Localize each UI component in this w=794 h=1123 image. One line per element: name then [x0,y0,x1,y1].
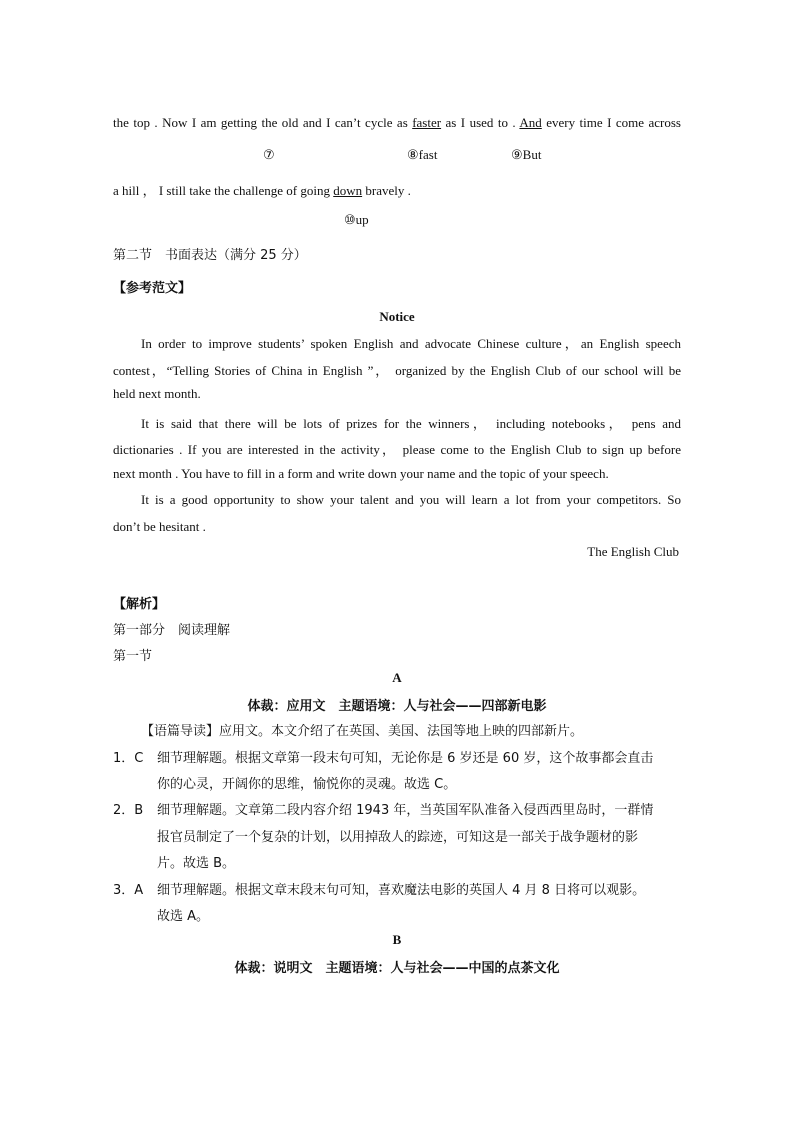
cloze-text: every time I come across [541,115,681,130]
section-heading: 第二节 书面表达（满分 25 分） [113,248,307,263]
part-heading: 第一部分 阅读理解 [113,623,231,638]
notice-paragraph-line: dictionaries . If you are interested in the activity， please come to the English Club to sign up before [113,442,681,457]
cloze-text: as I used to . [441,115,520,130]
notice-paragraph-line: contest，“Telling Stories of China in English ”， organized by the English Club of our school will be [113,363,681,378]
answer-explanation-line: 片。故选 B。 [157,856,236,871]
correction-mark-10: ⑩up [344,212,369,227]
answer-explanation-line: 细节理解题。根据文章第一段末句可知，无论你是 6 岁还是 60 岁，这个故事都会直击 [157,751,654,766]
cloze-text: bravely . [362,183,411,198]
analysis-heading: 【解析】 [113,597,166,612]
cloze-underlined-word: faster [412,115,442,130]
notice-paragraph-line: In order to improve students’ spoken English and advocate Chinese culture，an English speech [141,336,681,351]
answer-number: 1．C [113,751,144,766]
answer-explanation-line: 报官员制定了一个复杂的计划，以用掉敌人的踪迹，可知这是一部关于战争题材的影 [157,830,639,845]
passage-genre-b: 体裁：说明文 主题语境：人与社会——中国的点茶文化 [234,961,560,976]
notice-paragraph-line: It is said that there will be lots of prizes for the winners， including notebooks， pens and [141,416,681,431]
reference-essay-heading: 【参考范文】 [113,281,192,296]
notice-paragraph-line: It is a good opportunity to show your talent and you will learn a lot from your competitors. So [141,492,681,507]
cloze-underlined-word: down [333,183,363,198]
answer-explanation-line: 细节理解题。根据文章末段末句可知，喜欢魔法电影的英国人 4 月 8 日将可以观影。 [157,883,646,898]
answer-explanation-line: 故选 A。 [157,909,210,924]
cloze-line-2 [113,180,411,199]
correction-mark-7: ⑦ [263,147,275,162]
notice-signature: The English Club [587,544,679,559]
answer-explanation-line: 细节理解题。文章第二段内容介绍 1943 年，当英国军队准备入侵西西里岛时，一群情 [157,803,654,818]
cloze-line-1 [113,115,681,131]
correction-mark-8: ⑧fast [407,147,438,162]
section-label: 第一节 [113,649,153,664]
notice-title: Notice [379,309,415,324]
cloze-underlined-word: And [519,115,542,130]
answer-number: 3．A [113,883,144,898]
passage-letter-a: A [392,670,402,685]
notice-paragraph-line: don’t be hesitant . [113,519,206,534]
passage-guide: 【语篇导读】应用文。本文介绍了在英国、美国、法国等地上映的四部新片。 [141,724,584,739]
cloze-text: a hill ， I still take the challenge of going [113,183,334,198]
answer-explanation-line: 你的心灵，开阔你的思维，愉悦你的灵魂。故选 C。 [157,777,457,792]
notice-paragraph-line: next month . You have to fill in a form and write down your name and the topic of your speech. [113,466,609,481]
answer-number: 2．B [113,803,144,818]
notice-paragraph-line: held next month. [113,386,201,401]
passage-letter-b: B [392,932,402,947]
passage-genre-a: 体裁：应用文 主题语境：人与社会——四部新电影 [247,699,547,714]
correction-mark-9: ⑨But [511,147,542,162]
cloze-text: the top . Now I am getting the old and I can’t cycle as [113,115,413,130]
